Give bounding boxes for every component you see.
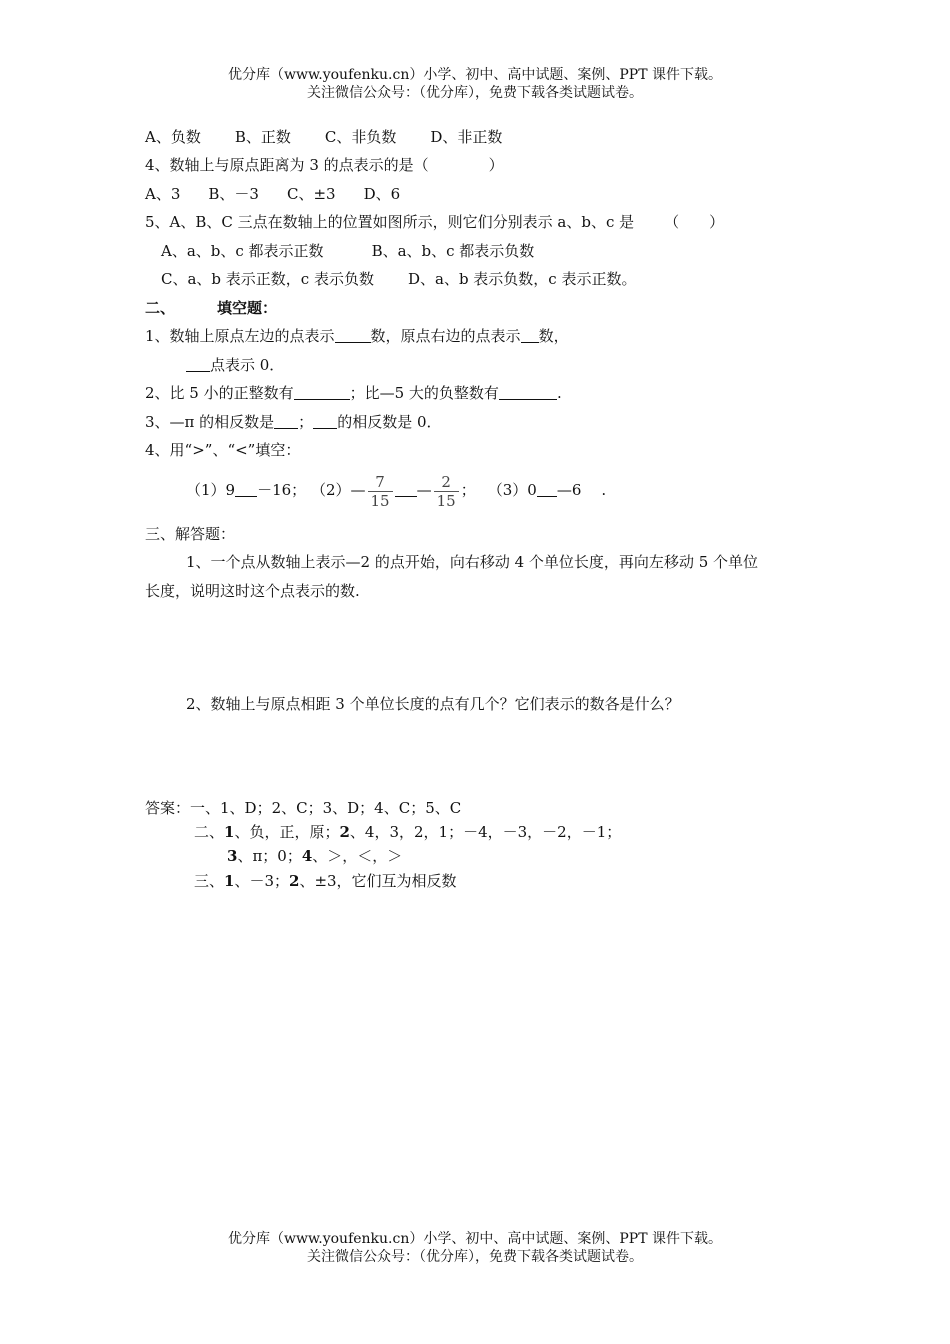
q5-option-b: B、a、b、c 都表示负数 xyxy=(371,242,535,260)
answers-part-3-t2: 、±3，它们互为相反数 xyxy=(299,872,457,890)
fill-heading xyxy=(145,298,277,318)
fill-q4-p3-b: —6 xyxy=(556,481,582,499)
solve-heading: 三、解答题： xyxy=(145,525,236,543)
fraction-1-denominator: 15 xyxy=(368,491,393,510)
fill-q4-p2-a: （2）— xyxy=(310,481,366,499)
fill-heading-text: 填空题： xyxy=(217,299,278,317)
answers-line-4 xyxy=(194,871,457,891)
answers-line-1 xyxy=(145,798,461,818)
fill-q1-part-a: 1、数轴上原点左边的点表示 xyxy=(145,327,335,345)
fill-q1-blank-1[interactable] xyxy=(335,327,371,343)
header-line-2: 关注微信公众号：（优分库），免费下载各类试题试卷。 xyxy=(307,85,643,101)
q5-option-a: A、a、b、c 都表示正数 xyxy=(161,242,324,260)
answers-line-3 xyxy=(227,846,402,866)
fill-q3-part-b: ； xyxy=(298,413,314,431)
solve-q1-line-1: 1、一个点从数轴上表示—2 的点开始，向右移动 4 个单位长度，再向左移动 5 个单位 xyxy=(186,553,759,571)
fill-q1-line-2 xyxy=(186,355,284,375)
answers-part-2-t3: 、π；0； xyxy=(237,847,302,865)
fill-q2 xyxy=(145,383,562,403)
fill-q2-blank-2[interactable] xyxy=(499,384,557,400)
q4-close-paren: ） xyxy=(488,156,504,174)
fill-heading-number: 二、 xyxy=(145,299,176,317)
fill-q1-part-b: 数，原点右边的点表示 xyxy=(370,327,521,345)
fraction-1-numerator: 7 xyxy=(375,472,385,491)
fill-q3-part-a: 3、—π 的相反数是 xyxy=(145,413,275,431)
answers-part-2-t4: 、＞，＜，＞ xyxy=(312,847,403,865)
fill-q4-stem: 4、用“>”、“<”填空： xyxy=(145,441,301,459)
answers-part-2-n3: 3 xyxy=(227,847,238,865)
fill-q1-blank-3[interactable] xyxy=(186,356,210,372)
q5-option-c: C、a、b 表示正数，c 表示负数 xyxy=(161,270,374,288)
q4-stem xyxy=(145,155,504,175)
fraction-2-15 xyxy=(434,473,459,510)
q4-option-d: D、6 xyxy=(363,185,401,203)
fraction-2-numerator: 2 xyxy=(441,472,451,491)
fill-q4-blank-1[interactable] xyxy=(235,481,257,497)
q5-options-row-2 xyxy=(161,269,636,289)
answers-part-2-t1: 、负，正，原； xyxy=(234,823,340,841)
fraction-2-denominator: 15 xyxy=(434,491,459,510)
fill-q4-blank-3[interactable] xyxy=(537,481,557,497)
fill-q2-part-a: 2、比 5 小的正整数有 xyxy=(145,384,294,402)
fill-q3-part-c: 的相反数是 0． xyxy=(337,413,442,431)
fill-q4-p2-b: — xyxy=(416,481,432,499)
q3-option-b: B、正数 xyxy=(234,128,291,146)
fill-q4-blank-2[interactable] xyxy=(395,481,417,497)
q3-option-c: C、非负数 xyxy=(324,128,397,146)
answers-part-2-t2: 、4，3，2，1；－4，－3，－2，－1； xyxy=(349,823,622,841)
answers-part-3-t1: 、－3； xyxy=(234,872,289,890)
fill-q4-p3-c: . xyxy=(601,481,607,499)
q5-paren: （ ） xyxy=(664,213,725,231)
fill-q2-blank-1[interactable] xyxy=(294,384,350,400)
answers-part-3-n2: 2 xyxy=(289,872,300,890)
footer-line-1: 优分库（www.youfenku.cn）小学、初中、高中试题、案例、PPT 课件下载。 xyxy=(227,1231,722,1247)
q4-option-a: A、3 xyxy=(145,185,181,203)
fraction-7-15 xyxy=(368,473,393,510)
fill-q3 xyxy=(145,412,442,432)
q3-options xyxy=(145,127,502,147)
answers-part-3-n1: 1 xyxy=(224,872,235,890)
q4-option-c: C、±3 xyxy=(286,185,336,203)
q5-options-row-1 xyxy=(161,241,534,261)
answers-part-2-n2: 2 xyxy=(339,823,350,841)
solve-q1-line-2: 长度，说明这时这个点表示的数. xyxy=(145,582,360,600)
header-line-1: 优分库（www.youfenku.cn）小学、初中、高中试题、案例、PPT 课件下载。 xyxy=(227,67,722,83)
q4-options xyxy=(145,184,400,204)
answers-part-2-prefix: 二、 xyxy=(194,823,225,841)
answers-label: 答案： xyxy=(145,799,191,817)
fill-q2-part-c: . xyxy=(556,384,562,402)
q3-option-a: A、负数 xyxy=(145,128,201,146)
answers-part-2-n4: 4 xyxy=(301,847,313,865)
fill-q4-p3-a: （3）0 xyxy=(487,481,537,499)
fill-q4-items xyxy=(186,470,606,512)
answers-part-1: 一、1、D；2、C；3、D；4、C；5、C xyxy=(190,799,462,817)
q5-stem-text: 5、A、B、C 三点在数轴上的位置如图所示，则它们分别表示 a、b、c 是 xyxy=(145,213,635,231)
fill-q2-part-b: ；比—5 大的负整数有 xyxy=(349,384,499,402)
answers-part-3-prefix: 三、 xyxy=(194,872,225,890)
q3-option-d: D、非正数 xyxy=(430,128,503,146)
q4-stem-text: 4、数轴上与原点距离为 3 的点表示的是（ xyxy=(145,156,429,174)
fill-q1-part-c: 数， xyxy=(538,327,569,345)
fill-q4-p1-a: （1）9 xyxy=(186,481,236,499)
q5-stem xyxy=(145,212,724,232)
answers-part-2-n1: 1 xyxy=(224,823,235,841)
fill-q4-p1-b: －16； xyxy=(257,481,307,499)
fill-q1-blank-2[interactable] xyxy=(521,327,539,343)
fill-q1-line-1 xyxy=(145,326,569,346)
fill-q3-blank-1[interactable] xyxy=(274,413,298,429)
fill-q4-p2-c: ； xyxy=(460,481,476,499)
fill-q1-part-d: 点表示 0． xyxy=(210,356,285,374)
q5-option-d: D、a、b 表示负数，c 表示正数。 xyxy=(407,270,637,288)
footer-line-2: 关注微信公众号：（优分库），免费下载各类试题试卷。 xyxy=(307,1249,643,1265)
q4-option-b: B、－3 xyxy=(208,185,259,203)
solve-q2: 2、数轴上与原点相距 3 个单位长度的点有几个？它们表示的数各是什么？ xyxy=(186,695,680,713)
answers-line-2 xyxy=(194,822,621,842)
fill-q3-blank-2[interactable] xyxy=(313,413,337,429)
